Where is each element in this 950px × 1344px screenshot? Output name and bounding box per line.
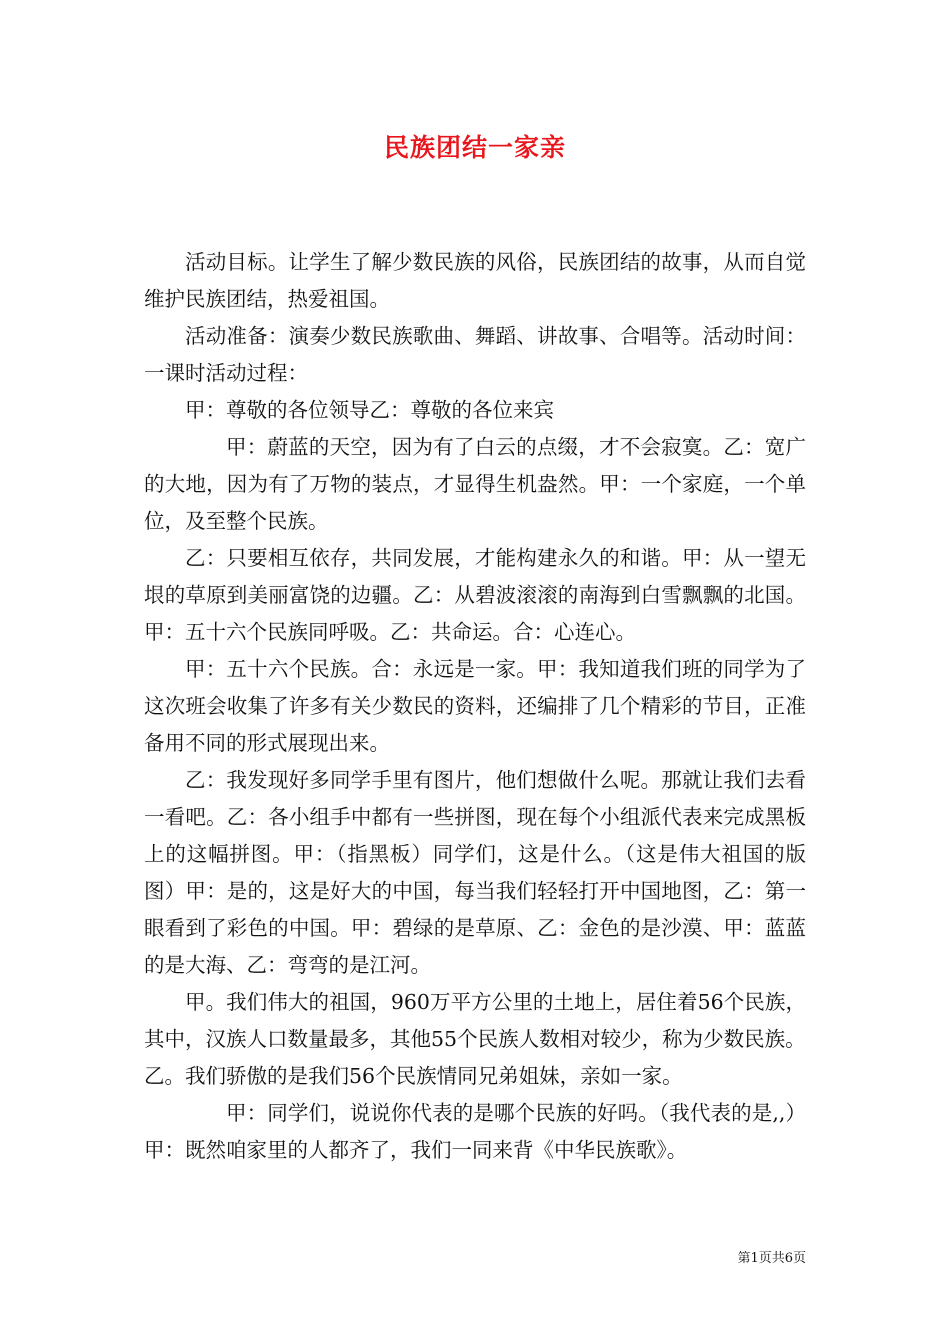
paragraph-proud-family: 乙。我们骄傲的是我们56个民族情同兄弟姐妹，亲如一家。 xyxy=(144,1064,683,1088)
document-title: 民族团结一家亲 xyxy=(383,133,566,162)
paragraph-recite-song: 甲：同学们，说说你代表的是哪个民族的好吗。（我代表的是,,）甲：既然咱家里的人都齐了，我们一同来背《中华民族歌》。 xyxy=(144,1101,806,1162)
paragraph-activity-goal: 活动目标。让学生了解少数民族的风俗，民族团结的故事，从而自觉维护民族团结，热爱祖国。 xyxy=(144,250,806,311)
paragraph-sky-earth: 甲：蔚蓝的天空，因为有了白云的点缀，才不会寂寞。乙：宽广的大地，因为有了万物的装点，才显得生机盎然。甲：一个家庭，一个单位，及至整个民族。 xyxy=(144,435,806,533)
paragraph-harmony: 乙：只要相互依存，共同发展，才能构建永久的和谐。甲：从一望无垠的草原到美丽富饶的边疆。乙：从碧波滚滚的南海到白雪飘飘的北国。甲：五十六个民族同呼吸。乙：共命运。合：心连心。 xyxy=(144,546,806,644)
paragraph-puzzle-map: 乙：我发现好多同学手里有图片，他们想做什么呢。那就让我们去看一看吧。乙：各小组手中都有一些拼图，现在每个小组派代表来完成黑板上的这幅拼图。甲：（指黑板）同学们，这是什么。（这是伟大祖国的版图）甲：是的，这是好大的中国，每当我们轻轻打开中国地图，乙：第一眼看到了彩色的中国。甲：碧绿的是草原、乙：金色的是沙漠、甲：蓝蓝的是大海、乙：弯弯的是江河。 xyxy=(144,768,806,977)
paragraph-fifty-six-nations: 甲：五十六个民族。合：永远是一家。甲：我知道我们班的同学为了这次班会收集了许多有关少数民的资料，还编排了几个精彩的节目，正准备用不同的形式展现出来。 xyxy=(144,657,806,755)
document-body xyxy=(144,244,806,1169)
paragraph-great-motherland: 甲。我们伟大的祖国，960万平方公里的土地上，居住着56个民族，其中，汉族人口数量最多，其他55个民族人数相对较少，称为少数民族。 xyxy=(144,990,806,1051)
paragraph-greeting: 甲：尊敬的各位领导乙：尊敬的各位来宾 xyxy=(185,398,554,422)
paragraph-activity-preparation: 活动准备：演奏少数民族歌曲、舞蹈、讲故事、合唱等。活动时间：一课时活动过程： xyxy=(144,324,806,385)
page-number: 第1页共6页 xyxy=(737,1251,806,1266)
